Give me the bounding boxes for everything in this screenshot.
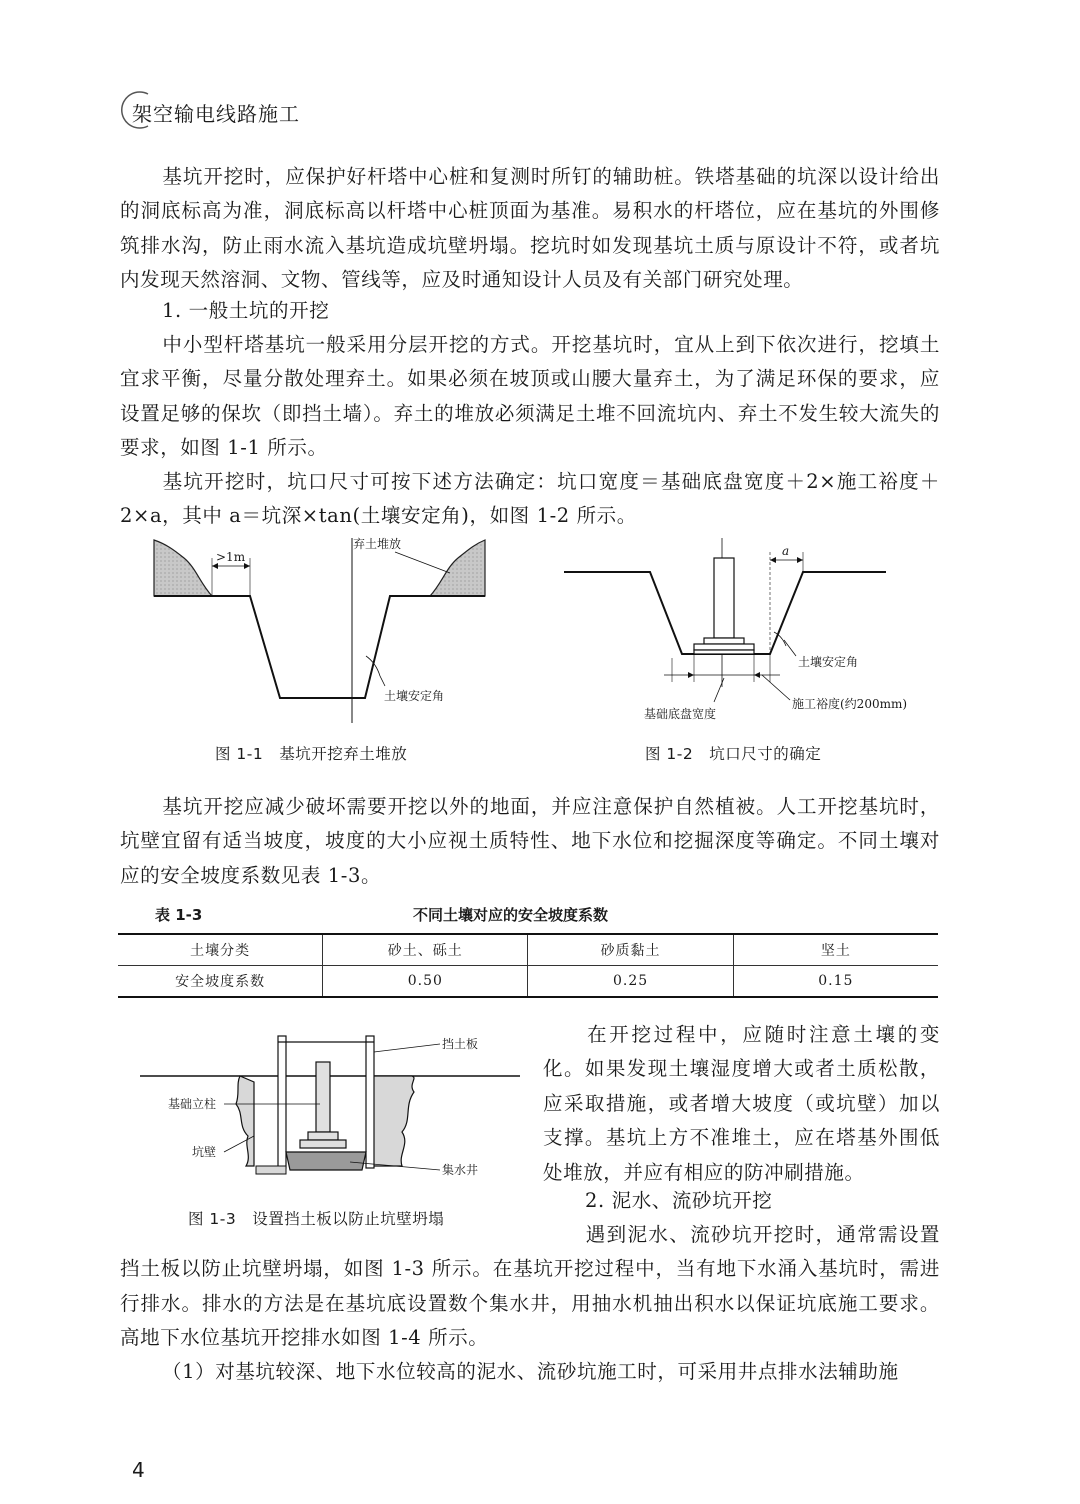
table-cell: 0.50: [323, 966, 528, 998]
label-foundation-column: 基础立柱: [168, 1097, 217, 1111]
label-sump: 集水井: [442, 1163, 479, 1177]
foundation-column: [714, 558, 734, 638]
page-number: 4: [132, 1458, 145, 1482]
label-soil-angle-2: 土壤安定角: [798, 655, 859, 669]
paragraph-7: （1）对基坑较深、地下水位较高的泥水、流砂坑施工时，可采用井点排水法辅助施: [162, 1360, 899, 1383]
paragraph-1: 基坑开挖时，应保护好杆塔中心桩和复测时所钉的辅助桩。铁塔基础的坑深以设计给出的洞底标高为准，洞底标高以杆塔中心桩顶面为基准。易积水的杆塔位，应在基坑的外围修筑排水沟，防止雨水流入基坑造成坑壁坍塌。挖坑时如发现基坑土质与原设计不符，或者坑内发现天然溶洞、文物、管线等，应及时通知设计人员及有关部门研究处理。: [120, 165, 940, 292]
right-spoil-pile: [430, 540, 485, 596]
table-header-cell: 坚土: [733, 934, 938, 966]
label-margin: 施工裕度(约200mm): [792, 697, 908, 711]
pit-outline: [154, 596, 485, 698]
left-retaining-board: [278, 1036, 286, 1168]
base-slab: [286, 1152, 366, 1170]
table-header-row: [118, 934, 938, 966]
table-title: 不同土壤对应的安全坡度系数: [413, 906, 609, 924]
section-heading-1: 1. 一般土坑的开挖: [162, 299, 330, 322]
table-header-cell: 土壤分类: [118, 934, 323, 966]
figure-1-2-diagram: [560, 532, 930, 732]
section-heading-2: 2. 泥水、流砂坑开挖: [585, 1189, 773, 1212]
table-cell: 安全坡度系数: [118, 966, 323, 998]
label-retaining-board: 挡土板: [442, 1037, 479, 1051]
dimension-label-1m: >1m: [216, 550, 246, 564]
table-cell: 0.15: [733, 966, 938, 998]
right-pit-wall: [372, 1076, 414, 1166]
label-soil-angle-1: 土壤安定角: [384, 689, 445, 703]
paragraph-6: 遇到泥水、流砂坑开挖时，通常需设置挡土板以防止坑壁坍塌，如图 1-3 所示。在基坑开挖过程中，当有地下水涌入基坑时，需进行排水。排水的方法是在基坑底设置数个集水井，用抽水机抽出积水以保证坑底施工要求。高地下水位基坑开挖排水如图 1-4 所示。: [120, 1223, 940, 1350]
figure-1-3-diagram: [140, 1022, 530, 1202]
table-header-cell: 砂土、砾土: [323, 934, 528, 966]
paragraph-3: 基坑开挖时，坑口尺寸可按下述方法确定：坑口宽度＝基础底盘宽度＋2×施工裕度＋2×a，其中 a＝坑深×tan(土壤安定角)，如图 1-2 所示。: [120, 470, 940, 528]
running-header-title: 架空输电线路施工: [132, 102, 300, 126]
table-number: 表 1-3: [155, 906, 203, 924]
label-pit-wall: 坑壁: [192, 1145, 217, 1159]
figure-1-1-diagram: [140, 528, 500, 728]
figure-1-3-caption: 图 1-3 设置挡土板以防止坑壁坍塌: [188, 1210, 445, 1228]
left-pit-wall: [236, 1076, 254, 1166]
slope-coefficient-table: [118, 933, 938, 998]
figure-1-2-caption: 图 1-2 坑口尺寸的确定: [645, 745, 822, 763]
paragraph-2: 中小型杆塔基坑一般采用分层开挖的方式。开挖基坑时，宜从上到下依次进行，挖填土宜求平衡，尽量分散处理弃土。如果必须在坡顶或山腰大量弃土，为了满足环保的要求，应设置足够的保坎（即挡土墙）。弃土的堆放必须满足土堆不回流坑内、弃土不发生较大流失的要求，如图 1-1 所示。: [120, 333, 940, 460]
label-a: a: [782, 544, 790, 558]
label-base-width: 基础底盘宽度: [644, 707, 717, 721]
left-spoil-pile: [154, 540, 212, 596]
paragraph-5: 在开挖过程中，应随时注意土壤的变化。如果发现土壤湿度增大或者土质松散，应采取措施，或者增大坡度（或坑壁）加以支撑。基坑上方不准堆土，应在塔基外围低处堆放，并应有相应的防冲刷措施。: [543, 1023, 940, 1184]
paragraph-4: 基坑开挖应减少破坏需要开挖以外的地面，并应注意保护自然植被。人工开挖基坑时，坑壁宜留有适当坡度，坡度的大小应视土质特性、地下水位和挖掘深度等确定。不同土壤对应的安全坡度系数见表 1-3。: [120, 795, 940, 887]
table-cell: 0.25: [528, 966, 733, 998]
table-header-cell: 砂质黏土: [528, 934, 733, 966]
right-retaining-board: [366, 1036, 374, 1168]
figure-1-1-caption: 图 1-1 基坑开挖弃土堆放: [215, 745, 408, 763]
foundation-column-3: [316, 1062, 330, 1132]
label-spoil: 弃土堆放: [353, 537, 402, 551]
table-row: [118, 966, 938, 998]
